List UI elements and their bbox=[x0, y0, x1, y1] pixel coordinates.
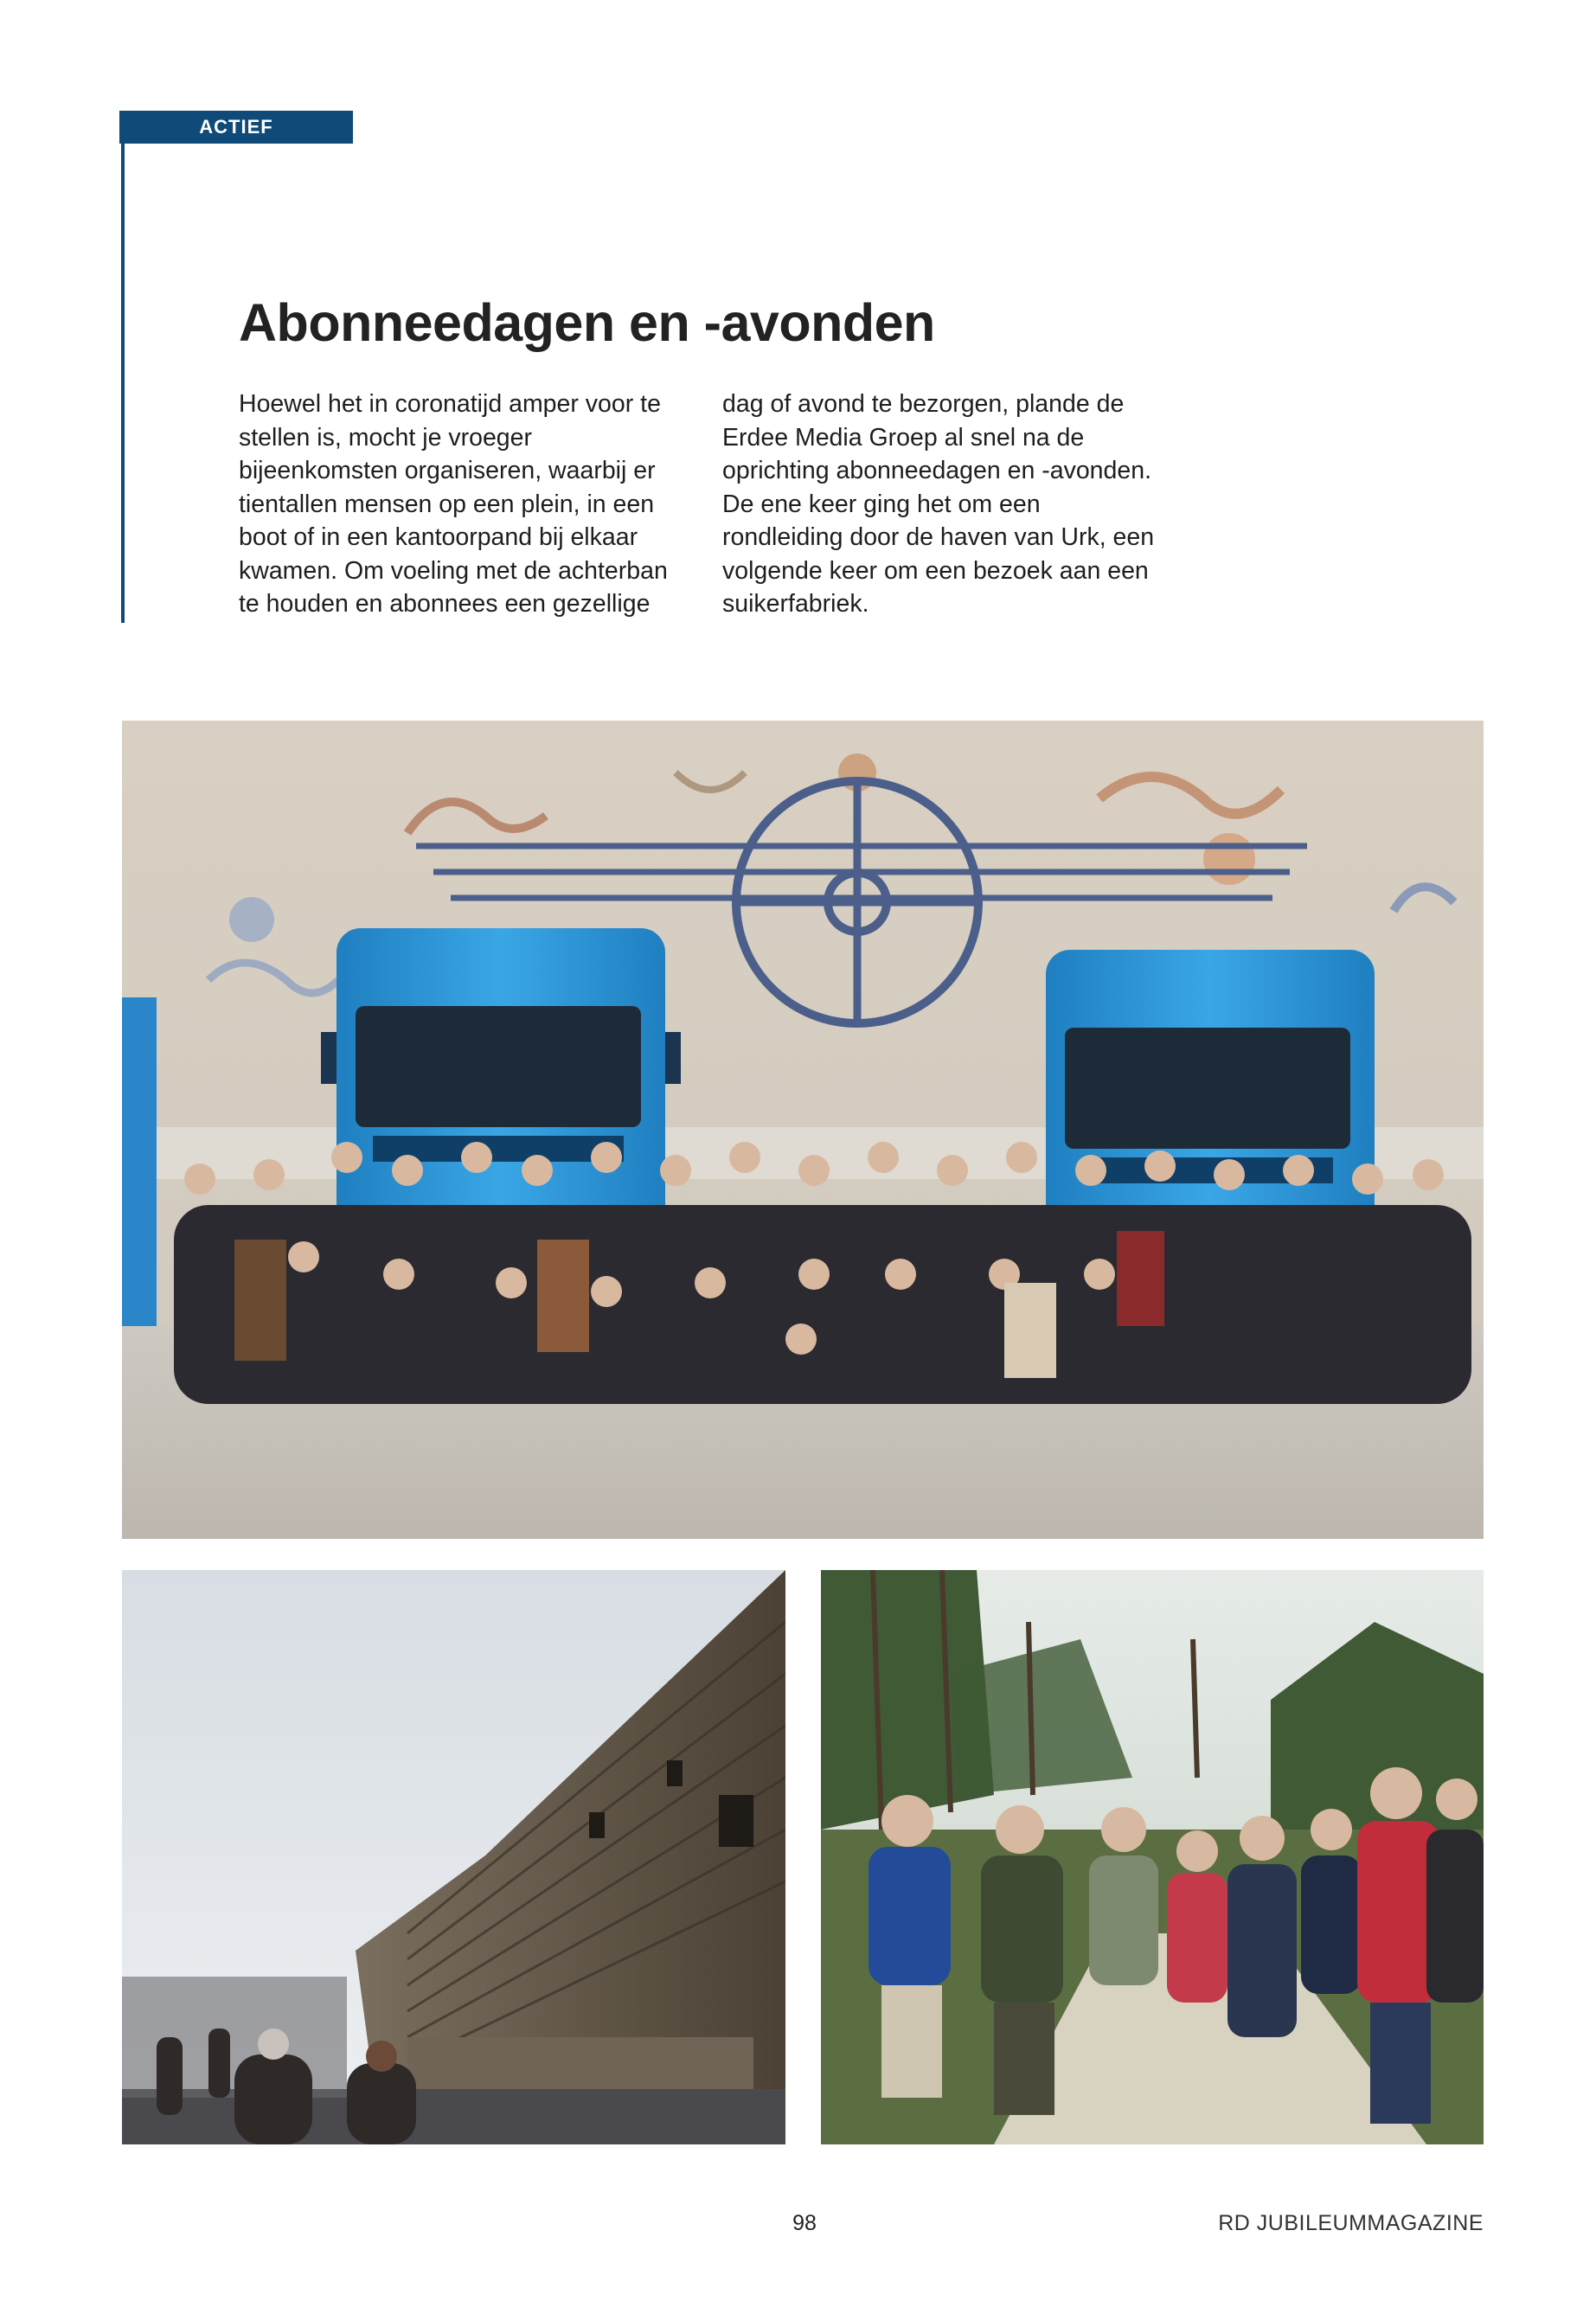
page-number: 98 bbox=[792, 2211, 817, 2235]
section-tag: ACTIEF bbox=[119, 111, 353, 144]
magazine-name: RD JUBILEUMMAGAZINE bbox=[1218, 2211, 1484, 2235]
article-title: Abonneedagen en -avonden bbox=[239, 293, 935, 352]
group-photo-trucks bbox=[122, 721, 1484, 1539]
article-intro: Hoewel het in coronatijd amper voor te stellen is, mocht je vroeger bijeenkomsten organiseren, waarbij er tientallen mensen op een plein, in een boot of in een kantoorpand bij elkaar kwamen. Om voeling met de achterban te houden en abonnees een gezellige dag of avond te bezorgen, plande de Erdee Media Groep al snel na de oprichting abonneedagen en -avonden. De ene keer ging het om een rondleiding door de haven van Urk, een volgende keer om een bezoek aan een suikerfabriek. bbox=[239, 390, 1155, 618]
photo-ark-ship bbox=[122, 1570, 785, 2144]
photo-forest-walk bbox=[821, 1570, 1484, 2144]
section-rule bbox=[121, 144, 125, 623]
